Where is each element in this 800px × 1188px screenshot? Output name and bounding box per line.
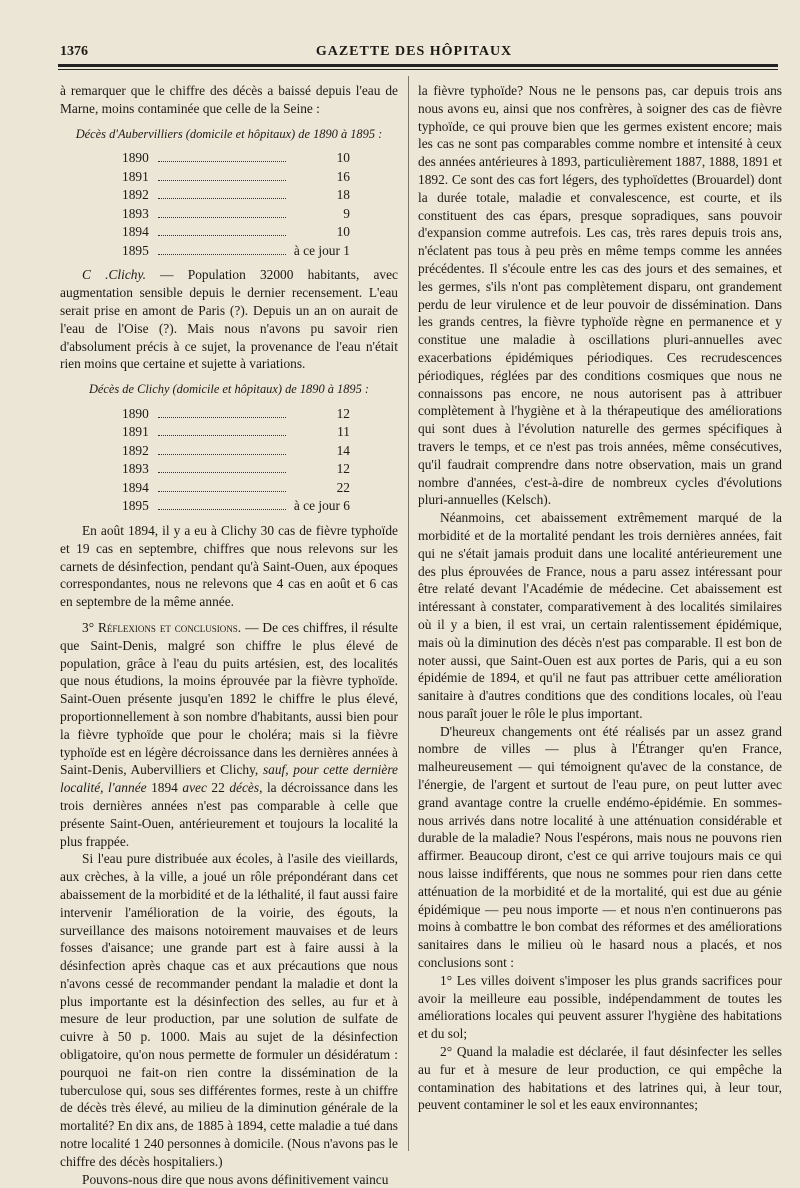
conclusion-2: 2° Quand la maladie est déclarée, il faut désinfecter les selles au fur et à mesure de leur production, ce qui empêche la contamination des habitations et des latrines qui, à leur tour, peuvent contaminer le sol et les eaux environnantes; <box>418 1044 782 1113</box>
left-column <box>60 82 398 1188</box>
page-number: 1376 <box>60 44 88 59</box>
table-row: 1890 10 <box>122 150 350 166</box>
changements-paragraph: D'heureux changements ont été réalisés par un assez grand nombre de villes — plus à l'Étranger qu'en France, malheureusement — qui témoignent qu'avec de la constance, de l'énergie, de l'argent et surtout de l'eau pure, on peut lutter avec grand avantage contre la cruelle endémo-épidémie. En sommes-nous arrivés dans notre localité à une atténuation considérable et durable de la maladie? Nous l'espérons, mais nous ne pouvons rien affirmer. Beaucoup diront, c'est ce qui arrive toujours mais ce qui nous laisse indifférents, que nous ne sommes pour rien dans cette atténuation de la morbidité et de la mortalité, qui est due au génie épidémique — peu nous importe — et nous n'en continuerons pas moins à combattre le bon combat des réformes et des améliorations sanitaires dans le milieu où le hasard nous a placés, et nos conclusions sont : <box>418 723 782 971</box>
journal-title: GAZETTE DES HÔPITAUX <box>315 44 513 59</box>
august-paragraph: En août 1894, il y a eu à Clichy 30 cas de fièvre typhoïde et 19 cas en septembre, chiffres que nous relevons sur les carnets de désinfection, pendant qu'à Saint-Ouen, aux époques correspondantes, nous ne relevons que 4 cas en août et 6 cas en septembre de la même année. <box>60 522 398 610</box>
table-row: 1895 à ce jour 6 <box>122 498 350 514</box>
header-rule-thick <box>58 64 778 67</box>
aubervilliers-table-caption: Décès d'Aubervilliers (domicile et hôpitaux) de 1890 à 1895 : <box>75 126 383 141</box>
table-row: 1894 22 <box>122 479 350 495</box>
clichy-deaths-table <box>60 405 398 516</box>
column-divider <box>408 76 409 1151</box>
table-row: 1890 12 <box>122 405 350 421</box>
typhoid-paragraph: la fièvre typhoïde? Nous ne le pensons pas, car depuis trois ans nous avons eu, ainsi que nos confrères, à soigner des cas de fièvre typhoïde, ce qui prouve bien que les germes existent encore; mais les cas ne sont pas comparables comme nombre et intensité à ceux des années antérieures à 1893, particulièrement 1887, 1888, 1891 et 1892. Ce sont des cas fort légers, des typhoïdettes (Brouardel) dont la durée totale, maladie et convalescence, est courte, et ils constituent des cas épars, presque sopradiques, sans pouvoir d'expansion comme autrefois. Les cas, très rares depuis trois ans, n'éclatent pas tous à peu près en même temps comme les années précédentes. Il s'écoule entre les cas des jours et des semaines, et les germes, s'ils n'ont pas complètement disparu, ont grandement perdu de leur virulence et de leur pouvoir de dissémination. Dans les grands centres, la fièvre typhoïde règne en permanence et y constitue une maladie à oscillations pluri-annuelles avec exacerbations épidémiques périodiques. Ces recrudescences périodiques, réglées par des conditions cosmiques que nous ne connaissons pas encore, ne nous autorisent pas à attribuer complètement à l'hygiène et à la thérapeutique des améliorations qui sont dues à l'évolution naturelle des germes spécifiques à travers le temps, et ce n'est pas trois années, même consécutives, qu'il faudrait comprendre dans notre observation, mais un grand nombre d'années, c'est-à-dire de nombreux cycles d'évolutions pluri-annuelles (Kelsch). <box>418 83 782 508</box>
section-heading: Réflexions et conclusions. <box>98 619 242 635</box>
conclusions-paragraph: 3° Réflexions et conclusions. — De ces chiffres, il résulte que Saint-Denis, malgré son chiffre le plus élevé de population, grâce à l'eau du puits artésien, est, des localités que nous étudions, la moins éprouvée par la fièvre typhoïde. Saint-Ouen présente jusqu'en 1892 le chiffre le plus élevé, proportionnellement à son nombre d'habitants, aussi bien pour la fièvre typhoïde que pour le choléra; mais si la fièvre typhoïde est en légère décroissance dans les dernières années à Saint-Denis, Aubervilliers et Clichy, sauf, pour cette dernière localité, l'année 1894 avec 22 décès, la décroissance dans les trois dernières années n'est pas comparable à celle que présente Saint-Ouen, antérieurement et toujours la localité la plus frappée. <box>60 619 398 849</box>
abaissement-paragraph: Néanmoins, cet abaissement extrêmement marqué de la morbidité et de la mortalité pendant les trois dernières années, fait qui ne s'était jamais produit dans une localité antérieurement une des plus éprouvées de France, nous a paru assez intéressant pour être relaté devant l'Académie de médecine. Cet abaissement est intéressant à constater, comparativement à des localités similaires où il y a bien, il est vrai, un certain ralentissement épidémique, mais où la diminution des décès n'est pas comparable. Il est bon de noter aussi, que Saint-Ouen est aux portes de Paris, qui a eu son épidémie de 1894, et qu'il ne faut pas attribuer cette amélioration sanitaire à d'autres conditions que des conditions locales, où l'eau nous paraît jouer le rôle le plus important. <box>418 510 782 721</box>
right-column <box>418 82 782 1114</box>
clichy-paragraph: C .Clichy. — Population 32000 habitants, avec augmentation sensible depuis le dernier recensement. L'eau serait prise en amont de Paris (?). Depuis un an on aurait de l'eau de l'Oise (?). Mais nous n'avons pu savoir rien d'absolument précis à ce sujet, la provenance de l'eau n'était rien moins que certaine et sujette à variations. <box>60 267 398 372</box>
conclusion-1: 1° Les villes doivent s'imposer les plus grands sacrifices pour avoir la meilleure eau possible, indépendamment de toutes les améliorations locales qui peuvent assurer l'hygiène des habitations et du sol; <box>418 972 782 1042</box>
intro-paragraph: à remarquer que le chiffre des décès a baissé depuis l'eau de Marne, moins contaminée que celle de la Seine : <box>60 83 398 116</box>
header-rule-thin <box>58 69 778 70</box>
aubervilliers-deaths-table <box>60 149 398 260</box>
water-paragraph: Si l'eau pure distribuée aux écoles, à l'asile des vieillards, aux crèches, à la ville, a joué un rôle prépondérant dans cet abaissement de la morbidité et de la léthalité, il faut aussi faire intervenir l'amélioration de la voirie, des égouts, la surveillance des maisons notoirement mauvaises et de leurs fosses d'aisance; une grande part est à faire aussi à la désinfection après chaque cas et aux précautions que nous n'avons cessé de recommander pendant la maladie et dont la plus importante est la désinfection des selles, au fur et à mesure de leur production, par une solution de sulfate de cuivre à 50 p. 1000. Mais au sujet de la désinfection obligatoire, qu'on nous permette de formuler un désidératum : pourquoi ne fait-on rien contre la dissémination de la tuberculose qui, sous ses différentes formes, reste à un chiffre de décès très élevé, au milieu de la diminution générale de la mortalité? En dix ans, de 1885 à 1894, cette maladie a tué dans notre localité 1 240 personnes à domicile. (Nous n'avons pas le chiffre des décès hospitaliers.) <box>60 851 398 1169</box>
clichy-table-caption: Décès de Clichy (domicile et hôpitaux) de 1890 à 1895 : <box>88 382 370 397</box>
table-row: 1893 12 <box>122 461 350 477</box>
table-row: 1892 18 <box>122 187 350 203</box>
table-row: 1892 14 <box>122 442 350 458</box>
table-row: 1895 à ce jour 1 <box>122 242 350 258</box>
table-row: 1894 10 <box>122 224 350 240</box>
table-row: 1891 11 <box>122 424 350 440</box>
table-row: 1891 16 <box>122 168 350 184</box>
closing-line: Pouvons-nous dire que nous avons définitivement vaincu <box>82 1171 389 1187</box>
page-header <box>58 40 770 62</box>
table-row: 1893 9 <box>122 205 350 221</box>
